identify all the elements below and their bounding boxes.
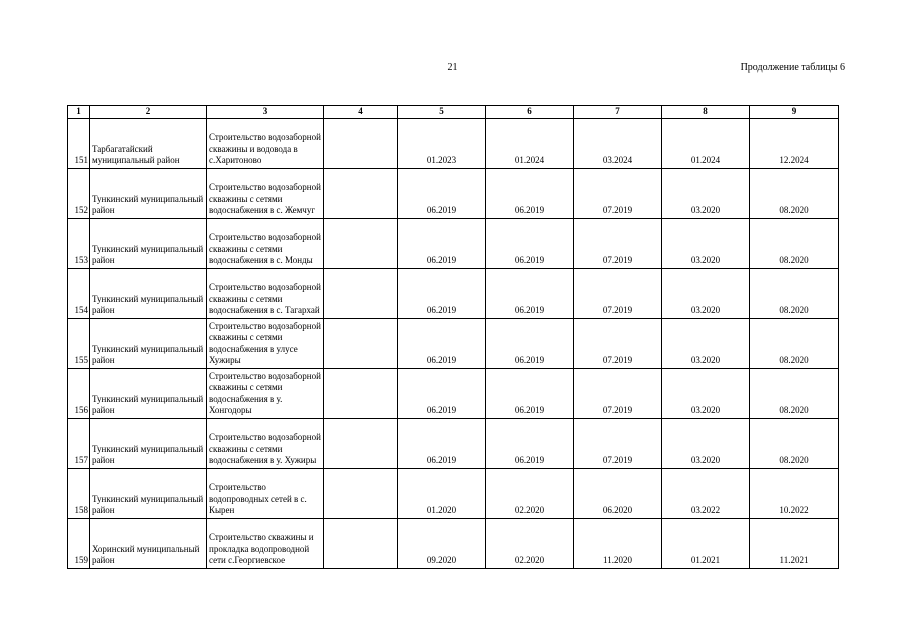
column-5-cell: 06.2019	[398, 169, 486, 219]
column-5-cell: 09.2020	[398, 519, 486, 569]
row-number-cell: 159	[68, 519, 90, 569]
data-table	[67, 105, 839, 569]
column-7-cell: 11.2020	[574, 519, 662, 569]
column-header: 8	[662, 106, 750, 119]
row-number-cell: 157	[68, 419, 90, 469]
column-header: 4	[324, 106, 398, 119]
column-6-cell: 06.2019	[486, 169, 574, 219]
row-number-cell: 152	[68, 169, 90, 219]
column-5-cell: 01.2020	[398, 469, 486, 519]
column-9-cell: 08.2020	[750, 419, 839, 469]
table-row	[68, 369, 839, 419]
column-header: 6	[486, 106, 574, 119]
column-8-cell: 03.2022	[662, 469, 750, 519]
column-header: 3	[207, 106, 324, 119]
table-row	[68, 419, 839, 469]
column-7-cell: 07.2019	[574, 369, 662, 419]
row-number-cell: 156	[68, 369, 90, 419]
table-continuation-label: Продолжение таблицы 6	[740, 62, 845, 73]
object-name-cell: Строительство водозаборной скважины с сетями водоснабжения в с. Тагархай	[207, 269, 324, 319]
column-8-cell: 01.2021	[662, 519, 750, 569]
row-number-cell: 155	[68, 319, 90, 369]
object-name-cell: Строительство водозаборной скважины с сетями водоснабжения в с. Жемчуг	[207, 169, 324, 219]
district-cell: Тункинский муниципальный район	[90, 469, 207, 519]
column-8-cell: 03.2020	[662, 369, 750, 419]
column-9-cell: 08.2020	[750, 369, 839, 419]
column-header: 7	[574, 106, 662, 119]
column-6-cell: 06.2019	[486, 419, 574, 469]
column-8-cell: 03.2020	[662, 269, 750, 319]
row-number-cell: 154	[68, 269, 90, 319]
column-9-cell: 08.2020	[750, 319, 839, 369]
column-5-cell: 06.2019	[398, 269, 486, 319]
column-4-cell	[324, 519, 398, 569]
district-cell: Тункинский муниципальный район	[90, 169, 207, 219]
object-name-cell: Строительство водозаборной скважины с сетями водоснабжения в улусе Хужиры	[207, 319, 324, 369]
object-name-cell: Строительство скважины и прокладка водопроводной сети с.Георгиевское	[207, 519, 324, 569]
district-cell: Тункинский муниципальный район	[90, 419, 207, 469]
column-7-cell: 07.2019	[574, 219, 662, 269]
page-number: 21	[447, 62, 458, 73]
column-9-cell: 12.2024	[750, 119, 839, 169]
column-9-cell: 08.2020	[750, 169, 839, 219]
row-number-cell: 151	[68, 119, 90, 169]
row-number-cell: 153	[68, 219, 90, 269]
column-7-cell: 07.2019	[574, 169, 662, 219]
table-row	[68, 219, 839, 269]
column-4-cell	[324, 269, 398, 319]
column-6-cell: 06.2019	[486, 319, 574, 369]
column-6-cell: 06.2019	[486, 269, 574, 319]
district-cell: Тарбагатайский муниципальный район	[90, 119, 207, 169]
district-cell: Тункинский муниципальный район	[90, 269, 207, 319]
column-4-cell	[324, 169, 398, 219]
column-9-cell: 10.2022	[750, 469, 839, 519]
row-number-cell: 158	[68, 469, 90, 519]
table-row	[68, 169, 839, 219]
column-4-cell	[324, 419, 398, 469]
column-8-cell: 03.2020	[662, 169, 750, 219]
district-cell: Тункинский муниципальный район	[90, 319, 207, 369]
table-row	[68, 519, 839, 569]
object-name-cell: Строительство водопроводных сетей в с. Кырен	[207, 469, 324, 519]
column-header: 2	[90, 106, 207, 119]
column-4-cell	[324, 469, 398, 519]
district-cell: Тункинский муниципальный район	[90, 369, 207, 419]
column-9-cell: 08.2020	[750, 269, 839, 319]
column-9-cell: 08.2020	[750, 219, 839, 269]
object-name-cell: Строительство водозаборной скважины с сетями водоснабжения в у. Хужиры	[207, 419, 324, 469]
table-row	[68, 269, 839, 319]
column-7-cell: 07.2019	[574, 319, 662, 369]
district-cell: Тункинский муниципальный район	[90, 219, 207, 269]
district-cell: Хоринский муниципальный район	[90, 519, 207, 569]
column-5-cell: 01.2023	[398, 119, 486, 169]
column-8-cell: 01.2024	[662, 119, 750, 169]
column-7-cell: 07.2019	[574, 419, 662, 469]
column-8-cell: 03.2020	[662, 319, 750, 369]
column-7-cell: 06.2020	[574, 469, 662, 519]
object-name-cell: Строительство водозаборной скважины с сетями водоснабжения в с. Монды	[207, 219, 324, 269]
column-6-cell: 06.2019	[486, 369, 574, 419]
column-5-cell: 06.2019	[398, 319, 486, 369]
column-6-cell: 06.2019	[486, 219, 574, 269]
column-4-cell	[324, 119, 398, 169]
table-row	[68, 469, 839, 519]
column-4-cell	[324, 219, 398, 269]
column-6-cell: 02.2020	[486, 519, 574, 569]
column-5-cell: 06.2019	[398, 219, 486, 269]
column-5-cell: 06.2019	[398, 419, 486, 469]
table-row	[68, 319, 839, 369]
column-9-cell: 11.2021	[750, 519, 839, 569]
object-name-cell: Строительство водозаборной скважины и водовода в с.Харитоново	[207, 119, 324, 169]
column-header: 5	[398, 106, 486, 119]
table-row	[68, 119, 839, 169]
column-7-cell: 03.2024	[574, 119, 662, 169]
column-4-cell	[324, 319, 398, 369]
column-4-cell	[324, 369, 398, 419]
column-6-cell: 02.2020	[486, 469, 574, 519]
column-7-cell: 07.2019	[574, 269, 662, 319]
column-header: 1	[68, 106, 90, 119]
column-header: 9	[750, 106, 839, 119]
column-8-cell: 03.2020	[662, 219, 750, 269]
object-name-cell: Строительство водозаборной скважины с сетями водоснабжения в у. Хонгодоры	[207, 369, 324, 419]
column-5-cell: 06.2019	[398, 369, 486, 419]
column-8-cell: 03.2020	[662, 419, 750, 469]
column-6-cell: 01.2024	[486, 119, 574, 169]
table-header-row	[68, 106, 839, 119]
